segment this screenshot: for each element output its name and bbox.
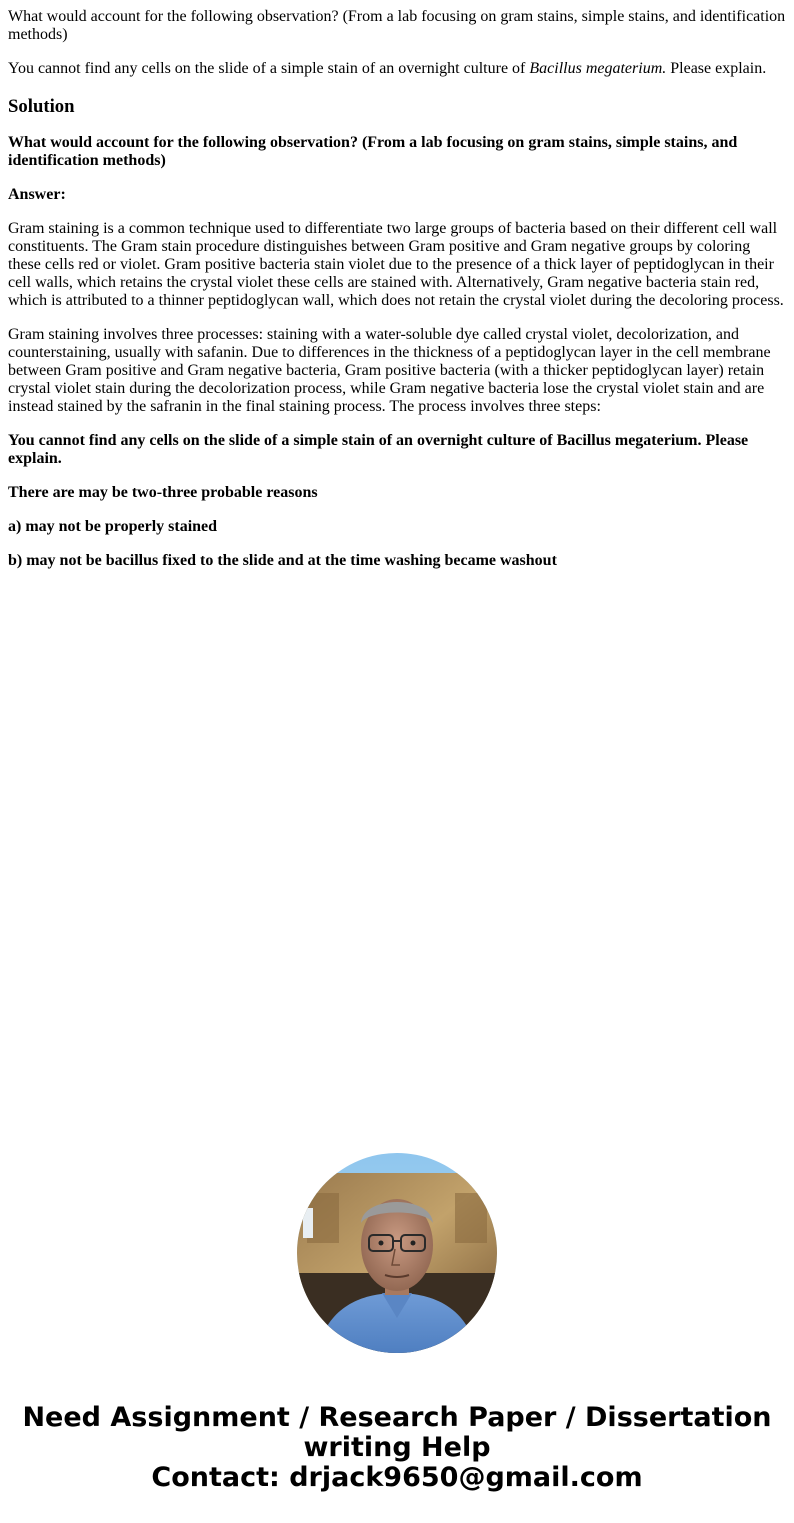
- author-avatar: [297, 1153, 497, 1353]
- promo-line-2: writing Help: [303, 1432, 491, 1463]
- promo-contact: Contact: drjack9650@gmail.com: [151, 1462, 643, 1493]
- promo-banner: [0, 1403, 794, 1493]
- question-detail-pre: You cannot find any cells on the slide of a simple stain of an overnight culture of: [8, 60, 530, 77]
- answer-paragraph-2: Gram staining involves three processes: staining with a water-soluble dye called crystal violet, decolorization, and counterstaining, usually with safanin. Due to differences in the thickness of a peptidoglycan layer in the cell membrane between Gram positive and Gram negative bacteria, Gram positive bacteria (with a thicker peptidoglycan layer) retain crystal violet stain during the decolorization process, while Gram negative bacteria lose the crystal violet stain and are instead stained by the safranin in the final staining process. The process involves three steps:: [8, 326, 771, 415]
- author-portrait-icon: [297, 1153, 497, 1353]
- promo-line-1: Need Assignment / Research Paper / Dissertation: [22, 1402, 772, 1433]
- document-body: [8, 8, 786, 586]
- solution-heading: Solution: [8, 96, 75, 117]
- question-text: What would account for the following observation? (From a lab focusing on gram stains, simple stains, and identification methods): [8, 8, 786, 43]
- question-detail-post: Please explain.: [666, 60, 767, 77]
- reason-b: b) may not be bacillus fixed to the slide and at the time washing became washout: [8, 552, 557, 569]
- reasons-intro: There are may be two-three probable reasons: [8, 484, 318, 501]
- organism-name: Bacillus megaterium.: [529, 60, 667, 77]
- second-question: You cannot find any cells on the slide of a simple stain of an overnight culture of Bacillus megaterium. Please explain.: [8, 432, 749, 467]
- reason-a: a) may not be properly stained: [8, 518, 218, 535]
- answer-label: Answer:: [8, 186, 66, 203]
- answer-paragraph-1: Gram staining is a common technique used to differentiate two large groups of bacteria based on their different cell wall constituents. The Gram stain procedure distinguishes between Gram positive and Gram negative groups by coloring these cells red or violet. Gram positive bacteria stain violet due to the presence of a thick layer of peptidoglycan in their cell walls, which retains the crystal violet these cells are stained with. Alternatively, Gram negative bacteria stain red, which is attributed to a thinner peptidoglycan wall, which does not retain the crystal violet during the decoloring process.: [8, 220, 784, 309]
- solution-question-repeat: What would account for the following observation? (From a lab focusing on gram stains, simple stains, and identification methods): [8, 134, 738, 169]
- question-detail: [8, 60, 786, 78]
